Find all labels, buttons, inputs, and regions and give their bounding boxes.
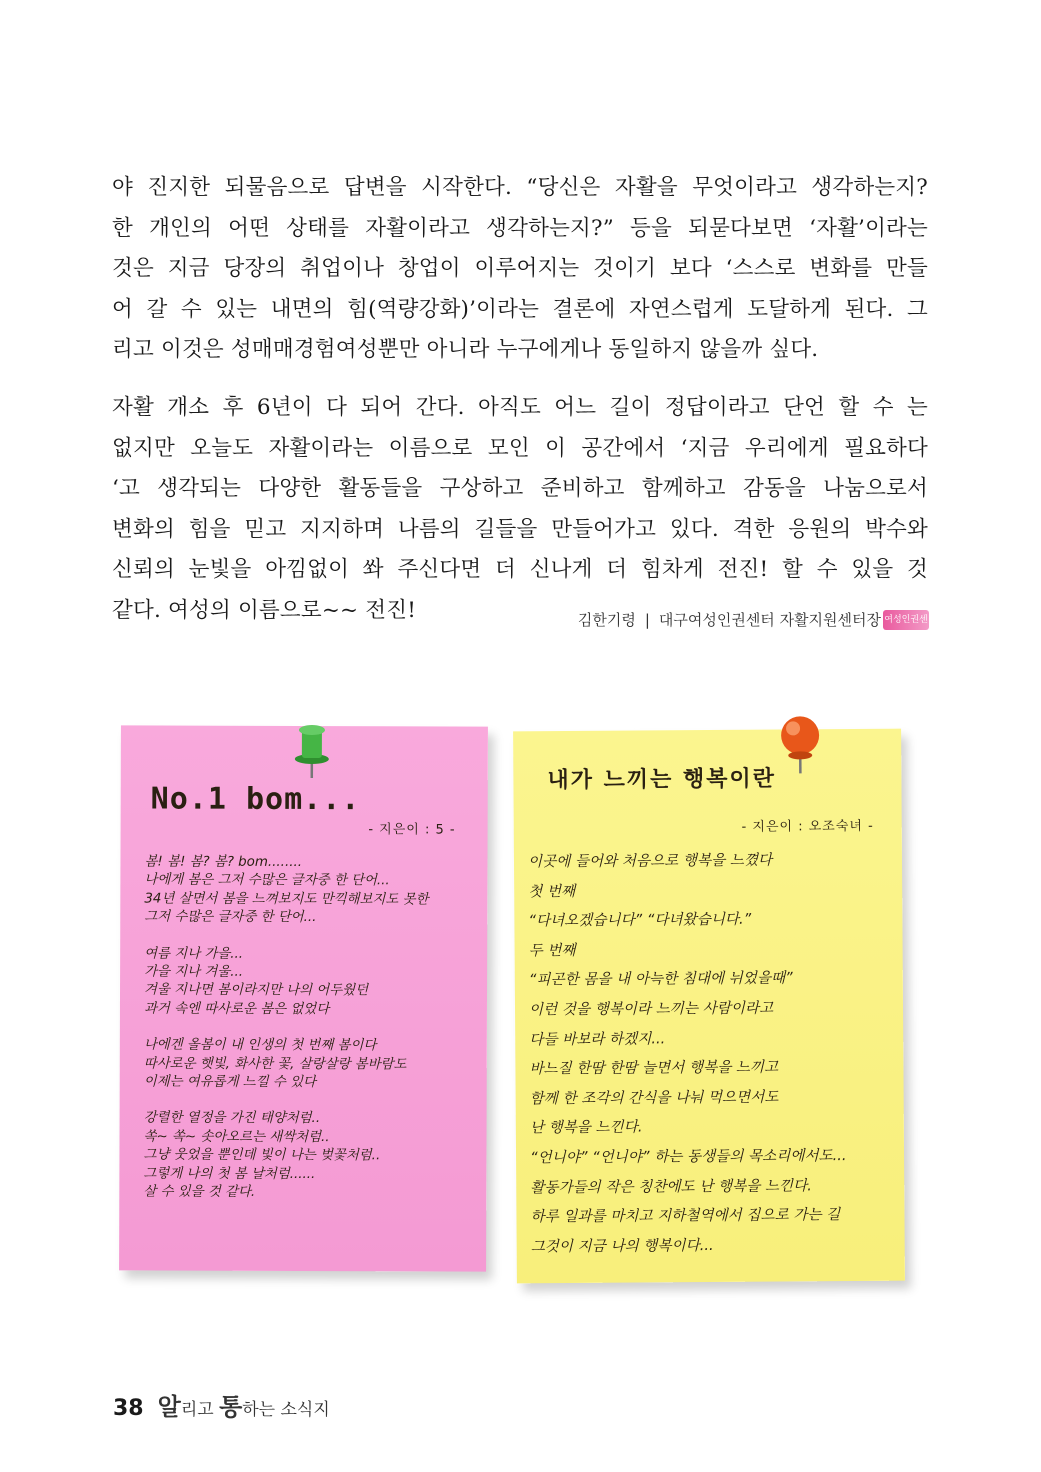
note-line: 겨울 지나면 봄이라지만 나의 어두웠던: [144, 982, 369, 999]
note-line: 강렬한 열정을 가진 태양처럼..: [143, 1110, 321, 1127]
note-line: 과거 속엔 따사로운 봄은 없었다: [143, 1001, 330, 1017]
note-line: [144, 1092, 428, 1111]
note-line: 하루 일과를 마치고 지하철역에서 집으로 가는 길: [530, 1206, 841, 1226]
note-line: 이런 것을 행복이라 느끼는 사람이라고: [528, 999, 774, 1019]
note-line: 다들 바보라 하겠지...: [529, 1029, 666, 1048]
note-line: “피곤한 몸을 내 아늑한 침대에 뉘었을때”: [528, 969, 793, 989]
note-line: 그저 수많은 글자중 한 단어...: [144, 909, 317, 926]
title-text-2: 하는 소식지: [242, 1400, 330, 1420]
note-line: 나에게 봄은 그저 수많은 글자중 한 단어...: [144, 872, 390, 889]
note-author: - 지은이 : 오조숙녀 -: [741, 818, 874, 835]
note-line: “언니야” “언니야” 하는 동생들의 목소리에서도...: [529, 1146, 847, 1167]
note-line: 난 행복을 느낀다.: [529, 1118, 643, 1137]
note-line: 활동가들의 작은 칭찬에도 난 행복을 느낀다.: [530, 1176, 812, 1196]
note-line: 여름 지나 가을...: [144, 946, 244, 962]
title-initial-2: 통: [219, 1393, 243, 1421]
author-name: 김한기령: [577, 611, 636, 629]
paragraph-line: 어 갈 수 있는 내면의 힘(역량강화)’이라는 결론에 자연스럽게 도달하게 된다. 그: [112, 296, 928, 322]
note-line: 이곳에 들어와 처음으로 행복을 느꼈다: [527, 851, 773, 871]
author-org: 대구여성인권센터 자활지원센터장: [658, 611, 881, 629]
paragraph-line: 없지만 오늘도 자활이라는 이름으로 모인 이 공간에서 ‘지금 우리에게 필요하다: [112, 435, 928, 461]
note-line: 나에겐 올봄이 내 인생의 첫 번째 봄이다: [143, 1037, 377, 1054]
paragraph-line: 야 진지한 되물음으로 답변을 시작한다. “당신은 자활을 무엇이라고 생각하는지?: [112, 175, 928, 200]
page-number: 38: [113, 1396, 144, 1421]
note-line: 따사로운 햇빛, 화사한 꽃, 살랑살랑 봄바람도: [143, 1056, 407, 1073]
paragraph-line: 리고 이것은 성매매경험여성뿐만 아니라 누구에게나 동일하지 않을까 싶다.: [112, 337, 819, 362]
note-lines: [528, 845, 847, 1262]
yellow-sticky-note: [513, 729, 905, 1284]
note-line: 이제는 여유롭게 느낄 수 있다: [143, 1074, 316, 1091]
title-text-1: 리고: [180, 1400, 220, 1420]
paragraph-line: 신뢰의 눈빛을 아낌없이 쏴 주신다면 더 신나게 더 힘차게 전진! 할 수 있을 것: [112, 557, 928, 582]
note-line: 쏙~ 쏙~ 솟아오르는 새싹처럼..: [143, 1129, 330, 1145]
note-line: 두 번째: [528, 941, 576, 960]
publication-title: [158, 1387, 330, 1422]
paragraph-line: 자활 개소 후 6년이 다 되어 간다. 아직도 어느 길이 정답이라고 단언 할 수 는: [112, 395, 928, 420]
note-line: 살 수 있을 것 같다.: [143, 1184, 256, 1200]
green-pushpin-icon: [287, 722, 337, 780]
note-line: 가을 지나 겨울...: [144, 964, 244, 980]
note-line: 함께 한 조각의 간식을 나눠 먹으면서도: [529, 1088, 779, 1108]
note-line: 첫 번째: [528, 882, 576, 900]
note-line: 그렇게 나의 첫 봄 날처럼......: [143, 1166, 316, 1182]
note-lines: [143, 853, 428, 1202]
paragraph-line: 같다. 여성의 이름으로~~ 전진!: [112, 597, 417, 623]
orange-pushpin-icon: [771, 711, 829, 775]
center-logo: 여성인권센터: [883, 610, 929, 630]
note-title: 내가 느끼는 행복이란: [547, 766, 777, 794]
note-line: 34년 살면서 봄을 느껴보지도 만끽해보지도 못한: [144, 891, 429, 908]
author-signature: [577, 609, 929, 645]
paragraph-2: [112, 388, 928, 631]
note-line: 바느질 한땀 한땀 늘면서 행복을 느끼고: [529, 1058, 779, 1078]
paragraph-line: 것은 지금 당장의 취업이나 창업이 이루어지는 것이기 보다 ‘스스로 변화를 만들: [112, 256, 928, 281]
note-line: 그냥 웃었을 뿐인데 빛이 나는 벚꽃처럼..: [143, 1147, 381, 1164]
paragraph-line: ‘고 생각되는 다양한 활동들을 구상하고 준비하고 함께하고 감동을 나눔으로서: [112, 476, 928, 501]
page-footer: [113, 1387, 330, 1422]
note-line: [144, 1019, 428, 1038]
paragraph-line: 변화의 힘을 믿고 지지하며 나름의 길들을 만들어가고 있다. 격한 응원의 박수와: [112, 516, 928, 542]
note-line: 봄! 봄! 봄? 봄? bom........: [144, 854, 303, 870]
pink-sticky-note: [119, 725, 488, 1271]
note-title: No.1 bom...: [150, 781, 361, 818]
note-line: “다녀오겠습니다” “다녀왔습니다.”: [528, 910, 752, 930]
paragraph-line: 한 개인의 어떤 상태를 자활이라고 생각하는지?” 등을 되묻다보면 ‘자활’이라는: [112, 215, 928, 241]
signature-separator: |: [644, 610, 650, 629]
paragraph-1: [112, 168, 928, 371]
note-author: - 지은이 : 5 -: [368, 822, 456, 838]
title-initial-1: 알: [157, 1393, 181, 1421]
note-line: [144, 927, 428, 946]
note-line: 그것이 지금 나의 행복이다...: [530, 1236, 714, 1255]
